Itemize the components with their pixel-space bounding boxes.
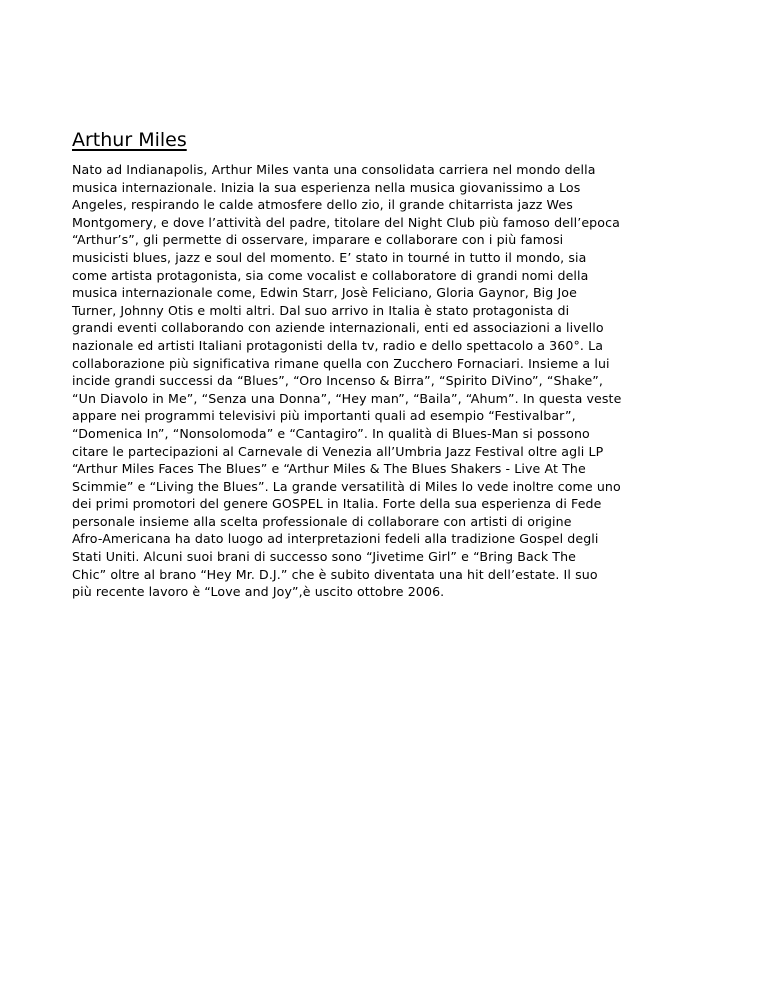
biography-paragraph xyxy=(72,161,712,601)
paragraph-line: Montgomery, e dove l’attività del padre, titolare del Night Club più famoso dell’epoca xyxy=(72,214,620,230)
paragraph-line: come artista protagonista, sia come vocalist e collaboratore di grandi nomi della xyxy=(72,267,589,283)
paragraph-line: Scimmie” e “Living the Blues”. La grande versatilità di Miles lo vede inoltre come uno xyxy=(72,478,621,494)
paragraph-line: “Arthur’s”, gli permette di osservare, imparare e collaborare con i più famosi xyxy=(72,232,564,248)
paragraph-line: “Un Diavolo in Me”, “Senza una Donna”, “Hey man”, “Baila”, “Ahum”. In questa veste xyxy=(72,390,622,406)
paragraph-line: musica internazionale. Inizia la sua esperienza nella musica giovanissimo a Los xyxy=(72,179,581,195)
paragraph-line: Afro-Americana ha dato luogo ad interpretazioni fedeli alla tradizione Gospel degli xyxy=(72,531,599,547)
document-page xyxy=(72,127,712,601)
document-title: Arthur Miles xyxy=(72,129,187,151)
paragraph-line: dei primi promotori del genere GOSPEL in Italia. Forte della sua esperienza di Fede xyxy=(72,496,602,512)
paragraph-line: grandi eventi collaborando con aziende internazionali, enti ed associazioni a livello xyxy=(72,320,604,336)
paragraph-line: “Arthur Miles Faces The Blues” e “Arthur Miles & The Blues Shakers - Live At The xyxy=(72,461,586,477)
paragraph-line: più recente lavoro è “Love and Joy”,è uscito ottobre 2006. xyxy=(72,584,445,600)
paragraph-line: citare le partecipazioni al Carnevale di Venezia all’Umbria Jazz Festival oltre agli LP xyxy=(72,443,604,459)
paragraph-line: nazionale ed artisti Italiani protagonisti della tv, radio e dello spettacolo a 360°. La xyxy=(72,337,604,353)
paragraph-line: appare nei programmi televisivi più importanti quali ad esempio “Festivalbar”, xyxy=(72,408,576,424)
paragraph-line: incide grandi successi da “Blues”, “Oro Incenso & Birra”, “Spirito DiVino”, “Shake”, xyxy=(72,373,604,389)
paragraph-line: musicisti blues, jazz e soul del momento. E’ stato in tourné in tutto il mondo, sia xyxy=(72,249,587,265)
paragraph-line: Nato ad Indianapolis, Arthur Miles vanta una consolidata carriera nel mondo della xyxy=(72,162,596,177)
paragraph-line: “Domenica In”, “Nonsolomoda” e “Cantagiro”. In qualità di Blues-Man si possono xyxy=(72,425,590,441)
paragraph-line: Turner, Johnny Otis e molti altri. Dal suo arrivo in Italia è stato protagonista di xyxy=(72,302,570,318)
paragraph-line: Chic” oltre al brano “Hey Mr. D.J.” che è subito diventata una hit dell’estate. Il suo xyxy=(72,566,598,582)
paragraph-line: Stati Uniti. Alcuni suoi brani di successo sono “Jivetime Girl” e “Bring Back The xyxy=(72,549,577,565)
paragraph-line: collaborazione più significativa rimane quella con Zucchero Fornaciari. Insieme a lui xyxy=(72,355,610,371)
paragraph-line: Angeles, respirando le calde atmosfere dello zio, il grande chitarrista jazz Wes xyxy=(72,197,573,213)
paragraph-line: musica internazionale come, Edwin Starr, Josè Feliciano, Gloria Gaynor, Big Joe xyxy=(72,285,577,301)
paragraph-line: personale insieme alla scelta professionale di collaborare con artisti di origine xyxy=(72,513,572,529)
